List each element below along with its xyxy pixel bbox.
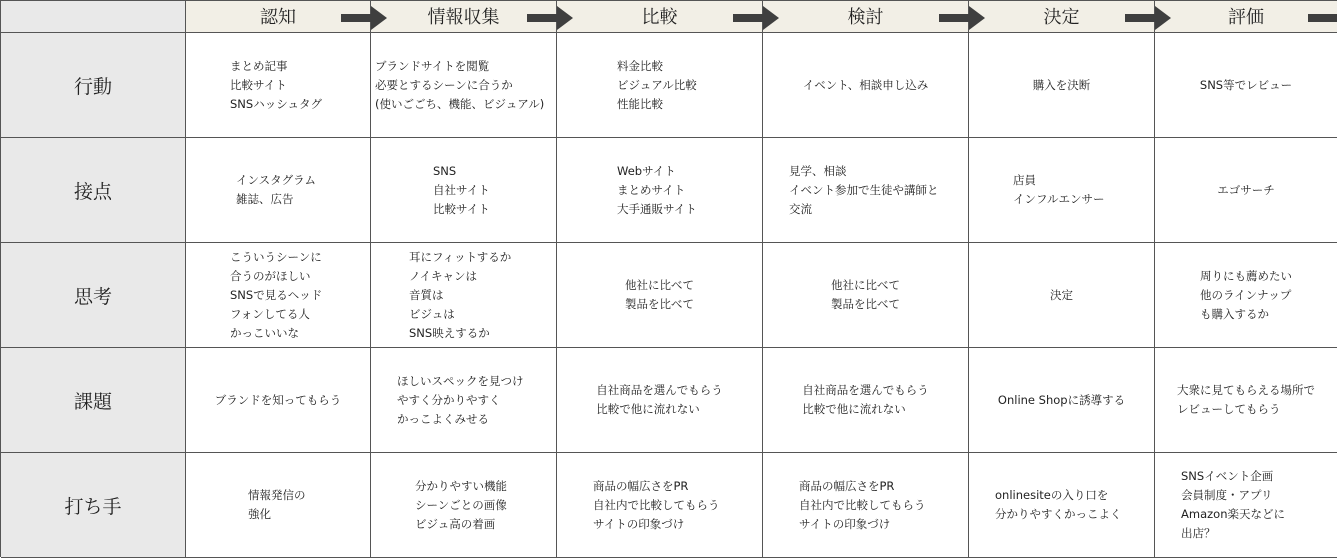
cell-text: 他社に比べて 製品を比べて [625,278,694,311]
journey-cell [371,243,557,348]
cell-text: SNSイベント企画 会員制度・アプリ Amazon楽天などに 出店？ [1181,469,1285,540]
journey-cell [1155,348,1337,453]
journey-cell [1155,243,1337,348]
row-label: 課題 [73,390,112,413]
cell-text: エゴサーチ [1217,182,1275,197]
journey-cell [186,453,371,558]
journey-cell [557,348,763,453]
cell-text: まとめ記事 比較サイト SNSハッシュタグ [230,58,322,111]
row-label: 打ち手 [64,495,122,518]
row-header [1,348,186,453]
cell-text: ブランドサイトを閲覧 必要とするシーンに合うか (使いごごち、機能、ビジュアル) [375,58,545,111]
cell-text: Webサイト まとめサイト 大手通販サイト [617,163,697,216]
journey-cell [969,243,1155,348]
cell-text: SNS 自社サイト 比較サイト [433,163,490,216]
cell-text: 商品の幅広さをPR 自社内で比較してもらう サイトの印象づけ [799,478,926,531]
right-arrow-icon [341,6,389,30]
journey-cell [371,33,557,138]
journey-cell [763,138,969,243]
right-arrow-icon [733,6,781,30]
cell-text: ブランドを知ってもらう [214,392,342,407]
journey-cell [969,33,1155,138]
cell-text: 商品の幅広さをPR 自社内で比較してもらう サイトの印象づけ [593,478,720,531]
row-label: 接点 [73,180,112,203]
row-header [1,138,186,243]
right-arrow-icon [1125,6,1173,30]
journey-cell [186,33,371,138]
cell-text: 分かりやすい機能 シーンごとの画像 ビジュ高の着画 [415,478,507,531]
journey-cell [969,138,1155,243]
cell-text: 決定 [1050,287,1073,302]
journey-cell [557,33,763,138]
journey-cell [371,138,557,243]
journey-cell [557,453,763,558]
cell-text: ほしいスペックを見つけ やすく分かりやすく かっこよくみせる [397,373,524,426]
journey-cell [371,348,557,453]
stage-label: 比較 [641,6,678,28]
stage-label: 情報収集 [427,6,500,28]
cell-text: 周りにも薦めたい 他のラインナップ も購入するか [1200,268,1292,321]
journey-cell [186,243,371,348]
journey-cell [1155,453,1337,558]
cell-text: 料金比較 ビジュアル比較 性能比較 [617,58,697,111]
cell-text: イベント、相談申し込み [802,77,929,92]
cell-text: SNS等でレビュー [1199,77,1293,92]
cell-text: 情報発信の 強化 [248,488,306,521]
row-header [1,243,186,348]
corner-cell [1,1,186,33]
journey-cell [763,453,969,558]
row-header [1,453,186,558]
journey-cell [1155,138,1337,243]
right-arrow-icon [939,6,987,30]
cell-text: 購入を決断 [1032,77,1091,92]
cell-text: 店員 インフルエンサー [1013,173,1105,206]
cell-text: Online Shopに誘導する [997,392,1126,407]
right-arrow-icon [527,6,575,30]
cell-text: 自社商品を選んでもらう 比較で他に流れない [802,383,929,416]
stage-label: 評価 [1228,6,1264,28]
journey-cell [969,348,1155,453]
cell-text: 他社に比べて 製品を比べて [831,278,900,311]
journey-cell [763,243,969,348]
journey-cell [186,138,371,243]
cell-text: 耳にフィットするか ノイキャンは 音質は ビジュは SNS映えするか [409,249,512,340]
stage-label: 決定 [1043,6,1080,28]
journey-cell [969,453,1155,558]
stage-label: 認知 [260,6,296,28]
journey-cell [557,138,763,243]
journey-cell [763,348,969,453]
cell-text: こういうシーンに 合うのがほしい SNSで見るヘッド フォンしてる人 かっこいいな [230,249,323,340]
stage-label: 検討 [847,6,884,28]
journey-cell [1155,33,1337,138]
right-arrow-icon [1308,6,1337,30]
journey-cell [557,243,763,348]
row-label: 思考 [73,285,112,308]
journey-cell [186,348,371,453]
row-header [1,33,186,138]
cell-text: 自社商品を選んでもらう 比較で他に流れない [596,383,723,416]
journey-cell [763,33,969,138]
journey-cell [371,453,557,558]
row-label: 行動 [73,75,112,98]
cell-text: インスタグラム 雑誌、広告 [236,173,317,206]
cell-text: 大衆に見てもらえる場所で レビューしてもらう [1177,383,1315,416]
cell-text: onlinesiteの入り口を 分かりやすくかっこよく [995,488,1122,521]
cell-text: 見学、相談 イベント参加で生徒や講師と 交流 [789,163,939,216]
